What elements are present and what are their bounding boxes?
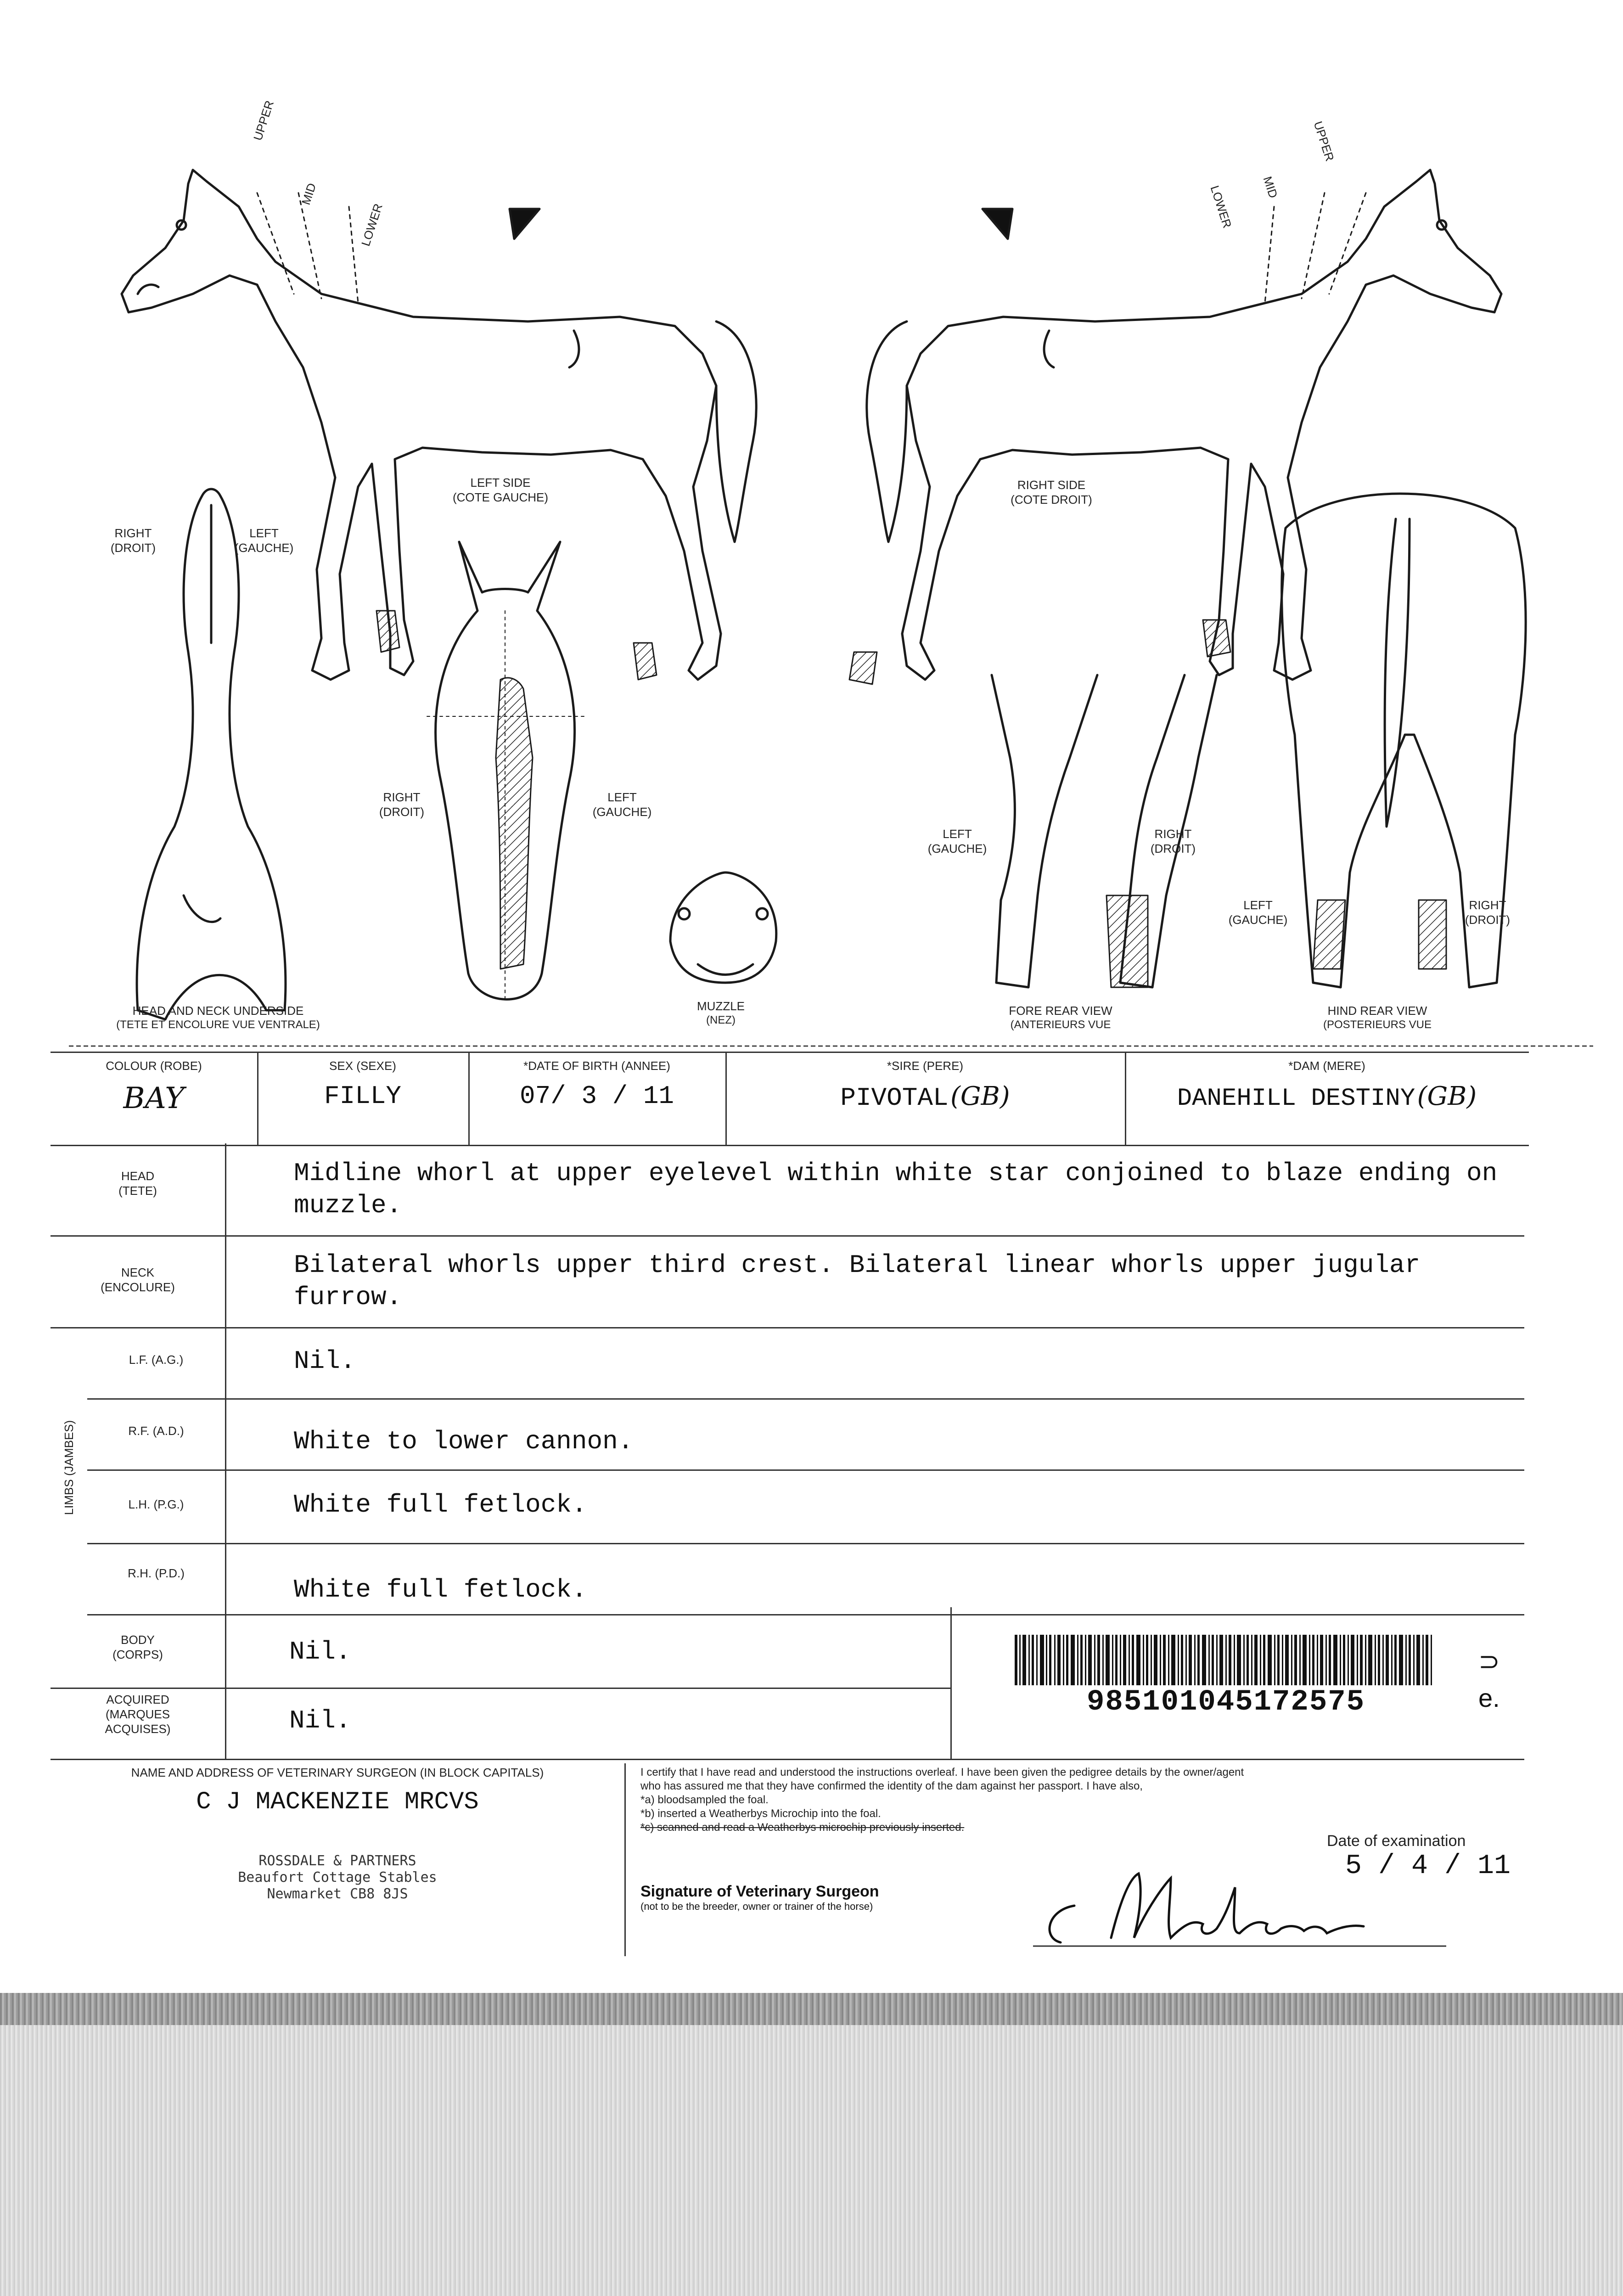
neck-row — [51, 1235, 1524, 1328]
acquired-text: Nil. — [289, 1706, 351, 1735]
underside-right-label: RIGHT (DROIT) — [110, 526, 156, 555]
lf-row — [87, 1327, 1524, 1400]
head-row — [51, 1143, 1524, 1237]
muzzle-outline — [670, 872, 776, 983]
sire-suffix: (GB) — [950, 1081, 1010, 1111]
fore-right-label: RIGHT (DROIT) — [1150, 827, 1196, 855]
right-side-horse-outline — [867, 170, 1501, 680]
lh-label: L.H. (P.G.) — [128, 1497, 184, 1511]
rh-row — [87, 1543, 1524, 1615]
sex-value: FILLY — [324, 1081, 402, 1111]
barcode-number: 985101045172575 — [1086, 1686, 1365, 1719]
acquired-row — [51, 1688, 950, 1756]
face-left-label: LEFT (GAUCHE) — [592, 790, 652, 819]
dam-label: *DAM (MERE) — [1288, 1059, 1365, 1073]
underside-outline — [137, 489, 286, 1019]
face-front-outline — [427, 542, 588, 1001]
left-arrow-marker — [510, 209, 539, 239]
left-side-caption: LEFT SIDE (COTE GAUCHE) — [453, 476, 548, 504]
vet-header: NAME AND ADDRESS OF VETERINARY SURGEON (IN BLOCK CAPITALS) — [131, 1766, 544, 1779]
dob-cell — [468, 1053, 727, 1145]
neck-zone-mid-label-right: MID — [1260, 174, 1280, 200]
colour-value: BAY — [123, 1081, 185, 1115]
colour-cell — [51, 1053, 258, 1145]
barcode-bars — [1015, 1635, 1437, 1685]
sire-label: *SIRE (PERE) — [887, 1059, 964, 1073]
rh-label: R.H. (P.D.) — [128, 1566, 185, 1580]
vet-name: C J MACKENZIE MRCVS — [196, 1788, 479, 1816]
practice-stamp: ROSSDALE & PARTNERS Beaufort Cottage Stables Newmarket CB8 8JS — [238, 1853, 437, 1902]
scan-background-band — [0, 1993, 1623, 2296]
rf-label: R.F. (A.D.) — [128, 1424, 184, 1438]
body-row — [51, 1614, 950, 1689]
sex-cell — [257, 1053, 470, 1145]
right-arrow-marker — [983, 209, 1012, 239]
neck-zone-lower-label-right: LOWER — [1207, 184, 1235, 230]
body-text: Nil. — [289, 1637, 351, 1666]
underside-caption: HEAD AND NECK UNDERSIDE (TETE ET ENCOLURE VUE VENTRALE) — [116, 1004, 320, 1031]
face-right-label: RIGHT (DROIT) — [379, 790, 425, 819]
body-label: BODY (CORPS) — [112, 1633, 163, 1661]
microchip-barcode — [1015, 1635, 1437, 1719]
hind-left-label: LEFT (GAUCHE) — [1228, 898, 1288, 927]
fore-rear-caption: FORE REAR VIEW (ANTERIEURS VUE — [1009, 1004, 1112, 1031]
lh-row — [87, 1469, 1524, 1544]
dob-value: 07/ 3 / 11 — [519, 1081, 674, 1111]
neck-zone-mid-label-left: MID — [298, 181, 319, 207]
dam-value: DANEHILL DESTINY — [1177, 1085, 1415, 1113]
hind-rear-caption: HIND REAR VIEW (POSTERIEURS VUE — [1323, 1004, 1432, 1031]
rf-row — [87, 1398, 1524, 1471]
edge-fragment-2: e. — [1478, 1683, 1500, 1712]
dam-suffix: (GB) — [1417, 1081, 1477, 1111]
signature-caption: Signature of Veterinary Surgeon (not to be the breeder, owner or trainer of the horse) — [640, 1883, 879, 1912]
exam-date-label: Date of examination — [1327, 1832, 1466, 1850]
sex-label: SEX (SEXE) — [329, 1059, 396, 1073]
head-text: Midline whorl at upper eyelevel within white star conjoined to blaze ending on muzzle. — [294, 1159, 1498, 1220]
underside-left-label: LEFT (GAUCHE) — [234, 526, 294, 555]
limbs-group-label: LIMBS (JAMBES) — [62, 1420, 76, 1515]
details-row — [51, 1052, 1529, 1146]
sire-cell — [725, 1053, 1126, 1145]
hind-right-label: RIGHT (DROIT) — [1465, 898, 1511, 927]
neck-label: NECK (ENCOLURE) — [101, 1266, 175, 1294]
head-label: HEAD (TETE) — [118, 1169, 157, 1198]
acquired-label: ACQUIRED (MARQUES ACQUISES) — [105, 1693, 171, 1736]
vet-details-box — [51, 1763, 626, 1956]
neck-zone-upper-label-left: UPPER — [250, 99, 277, 142]
right-side-caption: RIGHT SIDE (COTE DROIT) — [1011, 478, 1092, 506]
lf-label: L.F. (A.G.) — [129, 1353, 184, 1367]
colour-label: COLOUR (ROBE) — [106, 1059, 202, 1073]
dob-label: *DATE OF BIRTH (ANNEE) — [523, 1059, 670, 1073]
rf-text: White to lower cannon. — [294, 1427, 634, 1456]
vet-signature — [1033, 1846, 1446, 1952]
exam-date-value: 5 / 4 / 11 — [1345, 1851, 1511, 1882]
lh-text: White full fetlock. — [294, 1490, 587, 1519]
neck-zone-upper-label-right: UPPER — [1311, 119, 1337, 163]
neck-zone-lines — [257, 193, 1366, 303]
edge-fragment-1: ⊃ — [1478, 1647, 1500, 1676]
certification-text: I certify that I have read and understood the instructions overleaf. I have been given the pedigree details by the owner/agent who has assured me that they have confirmed the identity of the dam against her passport. I have also, *a) bloodsampled the foal. *b) inserted a Weatherbys Microchip into the foal. *c) scanned and read a Weatherbys microchip previously inserted. — [640, 1766, 1244, 1834]
neck-zone-lower-label-left: LOWER — [358, 202, 385, 248]
neck-text: Bilateral whorls upper third crest. Bilateral linear whorls upper jugular furrow. — [294, 1250, 1421, 1312]
sire-value: PIVOTAL — [840, 1083, 949, 1113]
dam-cell — [1125, 1053, 1529, 1145]
muzzle-caption: MUZZLE (NEZ) — [697, 999, 745, 1026]
fore-left-label: LEFT (GAUCHE) — [927, 827, 987, 855]
left-side-horse-outline — [122, 170, 756, 680]
lf-text: Nil. — [294, 1346, 356, 1376]
rh-text: White full fetlock. — [294, 1575, 587, 1604]
